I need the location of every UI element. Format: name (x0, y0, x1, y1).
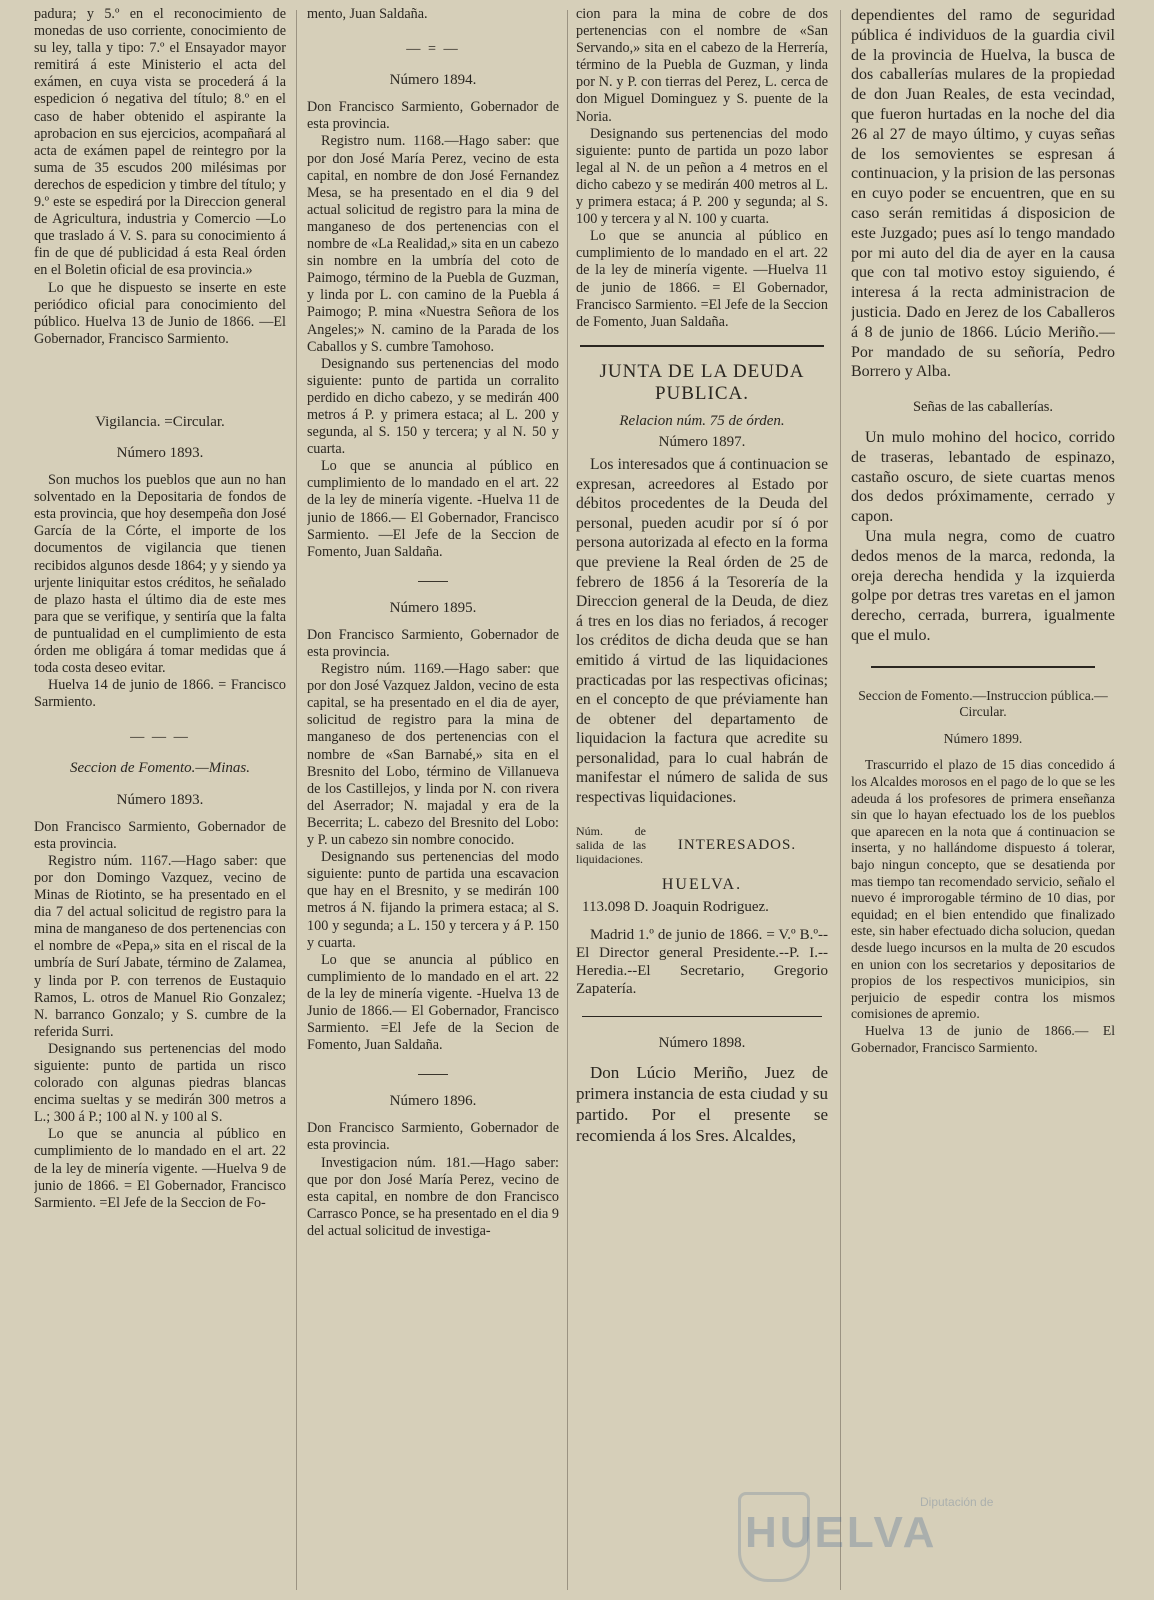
section-heading: Seccion de Fomento.—Minas. (70, 760, 250, 777)
separator: — — — (130, 729, 190, 746)
column-4 (851, 6, 1115, 1596)
paragraph: padura; y 5.º en el reconocimiento de monedas de uso corriente, conocimiento de su ley, talla y tipo: 7.º el Ensayador mayor remitirá á este Ministerio el acta del exámen, en cuya vista se procederá á la espedicion ó negativa del título; 8.º en el caso de haber obtenido el aspirante la aprobacion en sus ejercicios, acompañará al acta de exámen papel de reintegro por la suma de 35 escudos 200 milésimas por derechos de espedicion y timbre del título; y 9.º este se espedirá por la Direccion general de Agricultura, industria y Comercio —Lo que traslado á V. S. para su conocimiento á fin de que dé publicidad á esta Real órden en el Boletin oficial de esa provincia.» (34, 6, 286, 279)
table-header (576, 824, 828, 866)
section-rule (582, 1016, 822, 1017)
paragraph: Los interesados que á continuacion se expresan, acreedores al Estado por débitos procedentes de la Deuda del personal, pueden acudir por sí ó por persona autorizada al efecto en la forma que previene la Real órden de 25 de febrero de 1856 á la Tesorería de la Direccion general de la Deuda, de diez á tres en los dias no feriados, á recoger los créditos de dicha deuda que se han emitido á virtud de las liquidaciones practicadas por las respectivas oficinas; en el concepto de que préviamente han de obtener del departamento de liquidacion la factura que acredite su personalidad, para lo cual habrán de manifestar el número de salida de sus respectivas liquidaciones. (576, 455, 828, 807)
signature: Madrid 1.º de junio de 1866. = V.º B.º--El Director general Presidente.--P. I.--Heredia.--El Secretario, Gregorio Zapatería. (576, 926, 828, 997)
paragraph: Designando sus pertenencias del modo siguiente: punto de partida un risco colorado con algunas piedras blancas encima sueltas y se medirán 300 metros a L.; 300 á P.; 100 al N. y 100 al S. (34, 1040, 286, 1126)
section-rule (871, 666, 1095, 668)
paragraph: Don Francisco Sarmiento, Gobernador de esta provincia. (34, 818, 286, 852)
column-divider (840, 10, 841, 1590)
notice-number: Número 1899. (943, 730, 1023, 746)
notice-number: Número 1893. (116, 791, 204, 808)
separator (418, 1074, 448, 1075)
subheading: Señas de las caballerías. (912, 399, 1054, 416)
table-row: 113.098 D. Joaquin Rodriguez. (582, 898, 769, 915)
section-heading: Vigilancia. =Circular. (95, 413, 225, 430)
column-1 (34, 6, 286, 1596)
column-2 (307, 6, 559, 1596)
table-column-header: Núm. de salida de las liquidaciones. (576, 823, 646, 866)
paragraph: cion para la mina de cobre de dos pertenencias con el nombre de «San Servando,» sita en el cabezo de la Herrería, término de la Puebla de Guzman, y linda por N. y P. con tierras del Perez, L. cerca de don Miguel Dominguez y S. puente de la Noria. (576, 6, 828, 125)
column-divider (567, 10, 568, 1590)
paragraph: Don Lúcio Meriño, Juez de primera instancia de esta ciudad y su partido. Por el presente se recomienda á los Sres. Alcaldes, (576, 1062, 828, 1145)
notice-number: Número 1895. (389, 599, 477, 616)
section-heading: Seccion de Fomento.—Instruccion pública.—Circular. (858, 687, 1108, 720)
paragraph: Trascurrido el plazo de 15 dias concedido á los Alcaldes morosos en el pago de lo que se les adeuda á los profesores de primera enseñanza sin que lo hayan efectuado los de los pueblos que aparecen en la nota que á continuacion se inserta, y no hallándome dispuesto á tolerar, bajo ningun concepto, que se desatienda por mas tiempo tan recomendado servicio, señalo el nuevo é improrogable término de 10 dias, por equidad; en el bien entendido que finalizado este, sin haber efectuado dicha solucion, quedan desde luego incursos en la multa de 20 escudos en union con los secretarios y depositarios de propios de los respectivos municipios, sin perjuicio de espedir contra los mismos comisiones de apremio. (851, 757, 1115, 1022)
paragraph: mento, Juan Saldaña. (307, 6, 428, 22)
paragraph: Registro núm. 1169.—Hago saber: que por don José Vazquez Jaldon, vecino de esta capital, se ha presentado en el dia de ayer, solicitud de registro para la mina de manganeso de dos pertenencias con el nombre de «San Barnabé,» sita en el Bresnito del Lobo, término de Villanueva de los Castillejos, y linda por N. con rivera del Aserrador; N. majadal y era de la Becerrita; L. cabezo del Bresnito del Lobo: y P. un cabezo sin nombre conocido. (307, 661, 559, 849)
subheading: Relacion núm. 75 de órden. (619, 412, 785, 429)
paragraph: Designando sus pertenencias del modo siguiente: punto de partida un corralito perdido en dicho cabezo, y se medirán 400 metros á P. y primera estaca; al L. 200 y segunda, al S. 150 y tercera; y al N. 50 y cuarta. (307, 355, 559, 458)
section-rule (580, 345, 824, 347)
paragraph: Don Francisco Sarmiento, Gobernador de esta provincia. (307, 99, 559, 133)
paragraph: Don Francisco Sarmiento, Gobernador de esta provincia. (307, 1120, 559, 1154)
watermark-subtext: Diputación de (920, 1495, 994, 1509)
paragraph: Designando sus pertenencias del modo siguiente: punto de partida un pozo labor legal al N. de un peñon a 4 metros en el dicho cabezo y se medirán 400 metros al L. y primera estaca; á P. 200 y segunda; al S. 100 y tercera y al N. 100 y cuarta. (576, 125, 828, 228)
separator: — = — (406, 41, 460, 58)
section-heading: JUNTA DE LA DEUDA PUBLICA. (599, 360, 805, 404)
notice-number: Número 1894. (389, 72, 477, 89)
paragraph: dependientes del ramo de seguridad pública é individuos de la guardia civil de la provincia de Huelva, la busca de dos caballerías mulares de la propiedad de don Juan Reales, de esta vecindad, que fueron hurtadas en la noche del dia 26 al 27 de mayo último, y cuyas señas de los semovientes se espresan á continuacion, y la prision de las personas en cuyo poder se encuentren, que en su caso serán remitidas á disposicion de este Juzgado; pues así lo tengo mandado por mi auto del dia de ayer en la causa que con tal motivo estoy siguiendo, é interesa á la recta administracion de justicia. Dado en Jerez de los Caballeros á 8 de junio de 1866. Lúcio Meriño.—Por mandado de su señoría, Pedro Borrero y Alba. (851, 7, 1115, 381)
signature: Huelva 14 de junio de 1866. = Francisco Sarmiento. (34, 677, 286, 711)
paragraph: Lo que he dispuesto se inserte en este periódico oficial para conocimiento del público. Huelva 13 de Junio de 1866. —El Gobernador, Francisco Sarmiento. (34, 279, 286, 347)
paragraph: Un mulo mohino del hocico, corrido de traseras, lebantado de espinazo, castaño oscuro, de siete cuartas menos dos dedos próximamente, cerrado y capon. (851, 428, 1115, 526)
watermark: HUELVA (745, 1508, 938, 1557)
paragraph: Lo que se anuncia al público en cumplimiento de lo mandado en el art. 22 de la ley de minería vigente. -Huelva 11 de junio de 1866.— El Gobernador, Francisco Sarmiento. —El Jefe de la Seccion de Fomento, Juan Saldaña. (307, 458, 559, 560)
city-heading: HUELVA. (661, 875, 743, 893)
paragraph: Lo que se anuncia al público en cumplimiento de lo mandado en el art. 22 de la ley de minería vigente. -Huelva 13 de Junio de 1866.— El Gobernador, Francisco Sarmiento. =El Jefe de la Secion de Fomento, Juan Saldaña. (307, 951, 559, 1054)
paragraph: Son muchos los pueblos que aun no han solventado en la Depositaria de fondos de esta provincia, que hoy desempeña don José García de la Córte, el importe de los documentos de vigilancia que tienen recibidos algunos desde 1864; y y siendo ya urjente liniquitar estos créditos, he señalado de plazo hasta el último dia de este mes para que se verifique, y sentiría que la falta de puntualidad en el cumplimiento de esta órden me obligára á tomar medidas que á toda costa deseo evitar. (34, 472, 286, 677)
column-3 (576, 6, 828, 1596)
signature: Huelva 13 de junio de 1866.— El Gobernador, Francisco Sarmiento. (851, 1022, 1115, 1055)
notice-number: Número 1897. (658, 433, 746, 450)
paragraph: Una mula negra, como de cuatro dedos menos de la marca, redonda, la oreja derecha hendida y la izquierda golpe por detras tres varetas en el jamon derecho, cerrada, burrera, igualmente que el mulo. (851, 527, 1115, 644)
paragraph: Lo que se anuncia al público en cumplimiento de lo mandado en el art. 22 de la ley de minería vigente. —Huelva 11 de junio de 1866. = El Gobernador, Francisco Sarmiento. =El Jefe de la Seccion de Fomento, Juan Saldaña. (576, 228, 828, 330)
notice-number: Número 1898. (658, 1034, 746, 1051)
table-column-header: INTERESADOS. (677, 836, 797, 853)
column-divider (296, 10, 297, 1590)
notice-number: Número 1893. (116, 444, 204, 461)
paragraph: Registro núm. 1167.—Hago saber: que por don Domingo Vazquez, vecino de Minas de Riotinto, se ha presentado en el dia 7 del actual solicitud de registro para la mina de manganeso de dos pertenencias con el nombre de «Pepa,» sita en el riscal de la umbría de Surí Jabate, término de Zalamea, y linda por P. con terrenos de Eustaquio Ramos, L. otros de Manuel Rio Gonzalez; N. barranco Gonzalo; y S. cumbre de la referida Surri. (34, 852, 286, 1040)
paragraph: Lo que se anuncia al público en cumplimiento de lo mandado en el art. 22 de la ley de minería vigente. —Huelva 9 de junio de 1866. = El Gobernador, Francisco Sarmiento. =El Jefe de la Seccion de Fo- (34, 1126, 286, 1211)
paragraph: Investigacion núm. 181.—Hago saber: que por don José María Perez, vecino de esta capital, en nombre de don Francisco Carrasco Ponce, se ha presentado en el dia 9 del actual solicitud de investiga- (307, 1154, 559, 1239)
separator (418, 581, 448, 582)
paragraph: Designando sus pertenencias del modo siguiente: punto de partida una escavacion que hay en el Bresnito, y se medirán 100 metros á N. fijando la primera estaca; al S. 100 y segunda; a L. 150 y tercera y á P. 150 y cuarta. (307, 849, 559, 951)
paragraph: Don Francisco Sarmiento, Gobernador de esta provincia. (307, 626, 559, 660)
paragraph: Registro num. 1168.—Hago saber: que por don José María Perez, vecino de esta capital, en nombre de don José Fernandez Mesa, se ha presentado en el dia 9 del actual solicitud de registro para la mina de manganeso de dos pertenencias con el nombre de «La Realidad,» sita en un cabezo sin nombre en la umbría del coto de Paimogo, término de la Puebla de Guzman, y linda por L. con camino de la Puebla á Paimogo; P. mina «Nuestra Señora de los Angeles;» N. camino de la Parada de los Caballos y S. cumbre Tamohoso. (307, 133, 559, 355)
notice-number: Número 1896. (389, 1093, 477, 1110)
